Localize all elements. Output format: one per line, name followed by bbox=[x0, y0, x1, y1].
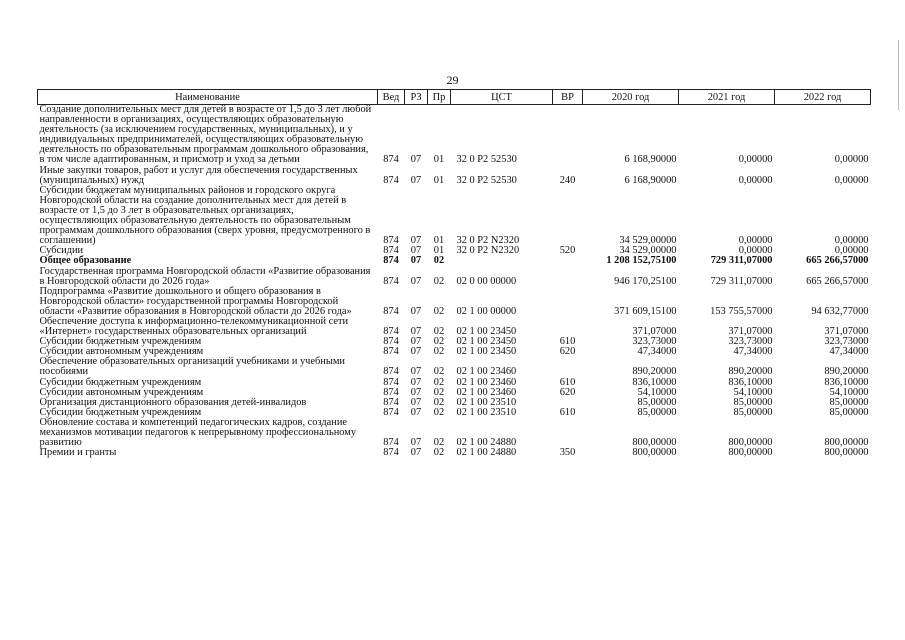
cell-cst: 02 1 00 24880 bbox=[456, 447, 517, 459]
cell-y2020: 85,00000 bbox=[637, 406, 677, 418]
cell-y2021: 800,00000 bbox=[728, 437, 773, 449]
table-row bbox=[38, 317, 871, 337]
cell-ved: 874 bbox=[383, 396, 399, 408]
cell-vr: 240 bbox=[559, 174, 576, 186]
cell-rz: 07 bbox=[410, 336, 422, 348]
cell-y2022: 0,00000 bbox=[834, 245, 869, 257]
cell-y2022: 323,73000 bbox=[824, 336, 869, 348]
table-row bbox=[38, 267, 871, 287]
budget-table bbox=[37, 89, 871, 458]
cell-y2021: 729 311,07000 bbox=[710, 275, 773, 287]
cell-ved: 874 bbox=[383, 376, 399, 388]
cell-rz: 07 bbox=[410, 305, 422, 317]
col-header-2021: 2021 год bbox=[679, 90, 775, 105]
cell-vr: 610 bbox=[559, 376, 576, 388]
cell-cst: 02 1 00 23460 bbox=[456, 386, 517, 398]
cell-y2022: 800,00000 bbox=[824, 447, 869, 459]
cell-pr: 02 bbox=[433, 406, 445, 418]
cell-cst: 02 1 00 23460 bbox=[456, 366, 517, 378]
cell-y2020: 371 609,15100 bbox=[614, 305, 677, 317]
cell-y2021: 0,00000 bbox=[738, 174, 773, 186]
cell-pr: 02 bbox=[433, 336, 445, 348]
cell-cst: 02 1 00 23510 bbox=[456, 406, 517, 418]
cell-vr bbox=[553, 418, 583, 448]
cell-y2020: 85,00000 bbox=[637, 396, 677, 408]
cell-pr: 02 bbox=[433, 386, 445, 398]
cell-ved: 874 bbox=[383, 346, 399, 358]
cell-y2020: 836,10000 bbox=[632, 376, 677, 388]
cell-y2022: 665 266,57000 bbox=[806, 255, 869, 267]
table-row bbox=[38, 448, 871, 458]
cell-name: Создание дополнительных мест для детей в возрасте от 1,5 до 3 лет любой направленности в организациях, осуществляющих образовательную деятельность (за исключением государственных, муниципальных), и у индивидуальных предпринимателей, осуществляющих образовательную деятельность по образовательным программам дошкольного образования, в том числе адаптированным, и присмотр и уход за детьми bbox=[39, 104, 372, 166]
cell-rz: 07 bbox=[410, 174, 422, 186]
cell-cst: 32 0 P2 N2320 bbox=[456, 245, 520, 257]
cell-y2021: 0,00000 bbox=[738, 235, 773, 247]
cell-pr: 01 bbox=[433, 245, 445, 257]
col-header-name: Наименование bbox=[38, 90, 378, 105]
cell-y2021: 47,34000 bbox=[733, 346, 773, 358]
cell-vr: 520 bbox=[559, 245, 576, 257]
cell-cst: 32 0 P2 N2320 bbox=[456, 235, 520, 247]
cell-vr bbox=[553, 256, 583, 266]
cell-vr: 620 bbox=[559, 386, 576, 398]
cell-ved: 874 bbox=[383, 305, 399, 317]
cell-pr: 02 bbox=[433, 437, 445, 449]
cell-y2022: 890,20000 bbox=[824, 366, 869, 378]
cell-name: Организация дистанционного образования детей-инвалидов bbox=[39, 396, 307, 408]
cell-pr: 01 bbox=[433, 235, 445, 247]
cell-name: Общее образование bbox=[39, 255, 132, 267]
cell-cst: 02 1 00 00000 bbox=[456, 305, 517, 317]
page-number: 29 bbox=[446, 73, 459, 87]
table-row bbox=[38, 357, 871, 377]
cell-cst: 02 1 00 23510 bbox=[456, 396, 517, 408]
table-header-row bbox=[38, 90, 871, 105]
cell-y2021: 85,00000 bbox=[733, 406, 773, 418]
table-row bbox=[38, 186, 871, 247]
cell-ved: 874 bbox=[383, 336, 399, 348]
cell-vr: 610 bbox=[559, 406, 576, 418]
cell-name: Премии и гранты bbox=[39, 447, 117, 459]
cell-y2020: 800,00000 bbox=[632, 437, 677, 449]
cell-ved: 874 bbox=[383, 447, 399, 459]
cell-y2022: 0,00000 bbox=[834, 235, 869, 247]
cell-vr bbox=[553, 287, 583, 317]
cell-y2022: 47,34000 bbox=[829, 346, 869, 358]
cell-name: Иные закупки товаров, работ и услуг для обеспечения государственных (муниципальных) нужд bbox=[39, 164, 358, 186]
cell-rz: 07 bbox=[410, 326, 422, 338]
cell-name: Субсидии автономным учреждениям bbox=[39, 346, 204, 358]
col-header-rz: РЗ bbox=[405, 90, 428, 105]
cell-vr: 350 bbox=[559, 447, 576, 459]
cell-vr bbox=[553, 357, 583, 377]
cell-y2021: 54,10000 bbox=[733, 386, 773, 398]
cell-y2022: 54,10000 bbox=[829, 386, 869, 398]
cell-ved: 874 bbox=[383, 235, 399, 247]
cell-rz: 07 bbox=[410, 275, 422, 287]
cell-cst: 02 1 00 23450 bbox=[456, 346, 517, 358]
table-body bbox=[38, 105, 871, 459]
cell-y2020: 1 208 152,75100 bbox=[606, 255, 677, 267]
col-header-2022: 2022 год bbox=[775, 90, 871, 105]
cell-vr: 620 bbox=[559, 346, 576, 358]
cell-y2022: 371,07000 bbox=[824, 326, 869, 338]
cell-y2020: 890,20000 bbox=[632, 366, 677, 378]
cell-rz: 07 bbox=[410, 154, 422, 166]
cell-cst bbox=[451, 256, 553, 266]
cell-name: Субсидии бюджетным учреждениям bbox=[39, 376, 202, 388]
cell-rz: 07 bbox=[410, 437, 422, 449]
cell-ved: 874 bbox=[383, 366, 399, 378]
cell-ved: 874 bbox=[383, 245, 399, 257]
cell-y2020: 6 168,90000 bbox=[624, 154, 677, 166]
cell-y2021: 85,00000 bbox=[733, 396, 773, 408]
cell-pr: 02 bbox=[433, 376, 445, 388]
cell-rz: 07 bbox=[410, 396, 422, 408]
cell-name: Подпрограмма «Развитие дошкольного и общего образования в Новгородской области» государственной программы Новгородской области «Развитие образования в Новгородской области до 2026 года» bbox=[39, 285, 352, 317]
cell-vr bbox=[553, 317, 583, 337]
cell-ved: 874 bbox=[383, 174, 399, 186]
cell-y2021: 0,00000 bbox=[738, 154, 773, 166]
table-row bbox=[38, 105, 871, 166]
cell-ved: 874 bbox=[383, 154, 399, 166]
cell-y2020: 47,34000 bbox=[637, 346, 677, 358]
cell-ved: 874 bbox=[383, 437, 399, 449]
cell-y2021: 836,10000 bbox=[728, 376, 773, 388]
cell-ved: 874 bbox=[383, 255, 399, 267]
cell-rz: 07 bbox=[410, 346, 422, 358]
cell-cst: 32 0 P2 52530 bbox=[456, 174, 517, 186]
cell-pr: 01 bbox=[433, 154, 445, 166]
table-row bbox=[38, 418, 871, 448]
col-header-pr: Пр bbox=[428, 90, 451, 105]
cell-y2020: 800,00000 bbox=[632, 447, 677, 459]
cell-name: Субсидии bbox=[39, 245, 84, 257]
cell-y2020: 371,07000 bbox=[632, 326, 677, 338]
cell-pr: 02 bbox=[433, 326, 445, 338]
cell-cst: 02 0 00 00000 bbox=[456, 275, 517, 287]
cell-y2022: 0,00000 bbox=[834, 174, 869, 186]
cell-pr: 02 bbox=[433, 447, 445, 459]
cell-y2020: 946 170,25100 bbox=[614, 275, 677, 287]
col-header-2020: 2020 год bbox=[583, 90, 679, 105]
scan-edge-mark bbox=[898, 40, 899, 110]
cell-name: Государственная программа Новгородской области «Развитие образования в Новгородской области до 2026 года» bbox=[39, 265, 371, 287]
cell-cst: 02 1 00 23450 bbox=[456, 336, 517, 348]
cell-y2022: 94 632,77000 bbox=[811, 305, 869, 317]
table-row bbox=[38, 166, 871, 186]
cell-pr: 02 bbox=[433, 305, 445, 317]
cell-y2021: 729 311,07000 bbox=[710, 255, 773, 267]
cell-name: Обновление состава и компетенций педагогических кадров, создание механизмов мотивации педагогов к непрерывному профессиональному развитию bbox=[39, 416, 357, 449]
table-row bbox=[38, 287, 871, 317]
cell-pr: 02 bbox=[433, 366, 445, 378]
cell-name: Обеспечение доступа к информационно-телекоммуникационной сети «Интернет» государственных образовательных организаций bbox=[39, 315, 349, 338]
cell-rz: 07 bbox=[410, 245, 422, 257]
cell-y2020: 6 168,90000 bbox=[624, 174, 677, 186]
cell-name: Обеспечение образовательных организаций учебниками и учебными пособиями bbox=[39, 356, 345, 378]
cell-name: Субсидии бюджетам муниципальных районов и городского округа Новгородской области на создание дополнительных мест для детей в возрасте от 1,5 до 3 лет в образовательных организациях, осуществляющих образовательную деятельность по образовательным программам дошкольного образования (сверх уровня, предусмотренного в соглашении) bbox=[39, 184, 371, 247]
cell-y2021: 890,20000 bbox=[728, 366, 773, 378]
table-row bbox=[38, 256, 871, 266]
cell-y2021: 323,73000 bbox=[728, 336, 773, 348]
cell-y2020: 34 529,00000 bbox=[619, 245, 677, 257]
cell-vr bbox=[553, 105, 583, 166]
cell-y2020: 34 529,00000 bbox=[619, 235, 677, 247]
cell-y2020: 54,10000 bbox=[637, 386, 677, 398]
cell-pr: 01 bbox=[433, 174, 445, 186]
cell-cst: 02 1 00 23450 bbox=[456, 326, 517, 338]
cell-pr: 02 bbox=[433, 275, 445, 287]
col-header-vr: ВР bbox=[553, 90, 583, 105]
cell-y2022: 0,00000 bbox=[834, 154, 869, 166]
cell-pr: 02 bbox=[433, 255, 445, 267]
cell-y2021: 153 755,57000 bbox=[710, 305, 773, 317]
cell-rz: 07 bbox=[410, 366, 422, 378]
cell-ved: 874 bbox=[383, 326, 399, 338]
cell-name: Субсидии бюджетным учреждениям bbox=[39, 336, 202, 348]
col-header-ved: Вед bbox=[378, 90, 405, 105]
col-header-cst: ЦСТ bbox=[451, 90, 553, 105]
cell-ved: 874 bbox=[383, 275, 399, 287]
cell-y2021: 0,00000 bbox=[738, 245, 773, 257]
cell-ved: 874 bbox=[383, 386, 399, 398]
cell-pr: 02 bbox=[433, 396, 445, 408]
cell-y2022: 85,00000 bbox=[829, 396, 869, 408]
cell-y2022: 85,00000 bbox=[829, 406, 869, 418]
cell-rz: 07 bbox=[410, 447, 422, 459]
cell-rz: 07 bbox=[410, 235, 422, 247]
cell-pr: 02 bbox=[433, 346, 445, 358]
cell-name: Субсидии автономным учреждениям bbox=[39, 386, 204, 398]
cell-rz: 07 bbox=[410, 376, 422, 388]
cell-cst: 02 1 00 24880 bbox=[456, 437, 517, 449]
cell-rz: 07 bbox=[410, 386, 422, 398]
cell-rz: 07 bbox=[410, 406, 422, 418]
cell-vr bbox=[553, 267, 583, 287]
cell-rz: 07 bbox=[410, 255, 422, 267]
cell-cst: 02 1 00 23460 bbox=[456, 376, 517, 388]
cell-y2022: 665 266,57000 bbox=[806, 275, 869, 287]
cell-ved: 874 bbox=[383, 406, 399, 418]
cell-y2021: 800,00000 bbox=[728, 447, 773, 459]
cell-cst: 32 0 P2 52530 bbox=[456, 154, 517, 166]
cell-y2021: 371,07000 bbox=[728, 326, 773, 338]
cell-name: Субсидии бюджетным учреждениям bbox=[39, 406, 202, 418]
cell-y2022: 800,00000 bbox=[824, 437, 869, 449]
cell-y2022: 836,10000 bbox=[824, 376, 869, 388]
cell-y2020: 323,73000 bbox=[632, 336, 677, 348]
cell-vr bbox=[553, 186, 583, 247]
cell-vr: 610 bbox=[559, 336, 576, 348]
